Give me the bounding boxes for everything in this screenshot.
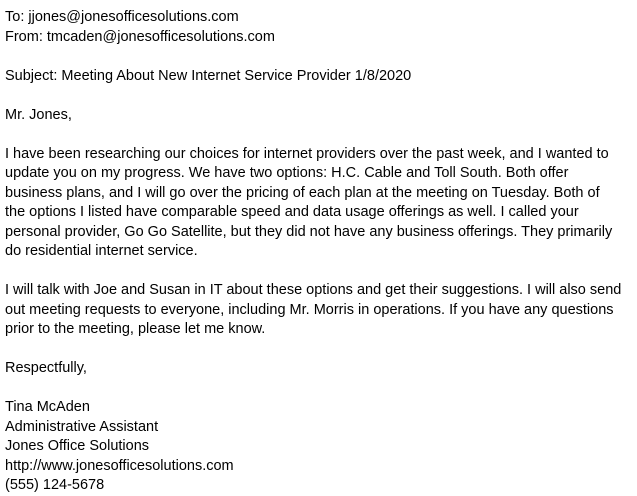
paragraph-1-line: update you on my progress. We have two options: H.C. Cable and Toll South. Both offer: [5, 165, 569, 181]
signature-phone: (555) 124-5678: [5, 477, 105, 493]
signature-title: Administrative Assistant: [5, 418, 159, 435]
signature-website: http://www.jonesofficesolutions.com: [5, 457, 234, 474]
paragraph-1: [5, 145, 633, 262]
email-document: [5, 8, 633, 496]
closing: Respectfully,: [5, 360, 87, 376]
from-line: From: tmcaden@jonesofficesolutions.com: [5, 28, 275, 45]
paragraph-1-line: do residential internet service.: [5, 243, 198, 259]
signature-block: [5, 398, 633, 496]
signature-company: Jones Office Solutions: [5, 438, 150, 454]
paragraph-1-line: I have been researching our choices for internet providers over the past week, and I wanted to: [5, 145, 609, 162]
signature-name: Tina McAden: [5, 399, 90, 415]
email-header: [5, 8, 633, 106]
paragraph-1-line: business plans, and I will go over the pricing of each plan at the meeting on Tuesday. Both of: [5, 184, 600, 201]
paragraph-2-line: I will talk with Joe and Susan in IT about these options and get their suggestions. I will also send: [5, 282, 622, 298]
paragraph-1-line: personal provider, Go Go Satellite, but they did not have any business offerings. They primarily: [5, 223, 613, 240]
paragraph-2-line: out meeting requests to everyone, including Mr. Morris in operations. If you have any questions: [5, 301, 614, 318]
subject-line: Subject: Meeting About New Internet Service Provider 1/8/2020: [5, 67, 412, 84]
paragraph-1-line: the options I listed have comparable speed and data usage offerings as well. I called your: [5, 204, 579, 220]
email-body: [5, 106, 633, 399]
paragraph-2: [5, 281, 633, 340]
paragraph-2-line: prior to the meeting, please let me know.: [5, 321, 266, 337]
greeting: Mr. Jones,: [5, 106, 72, 123]
to-line: To: jjones@jonesofficesolutions.com: [5, 9, 239, 25]
